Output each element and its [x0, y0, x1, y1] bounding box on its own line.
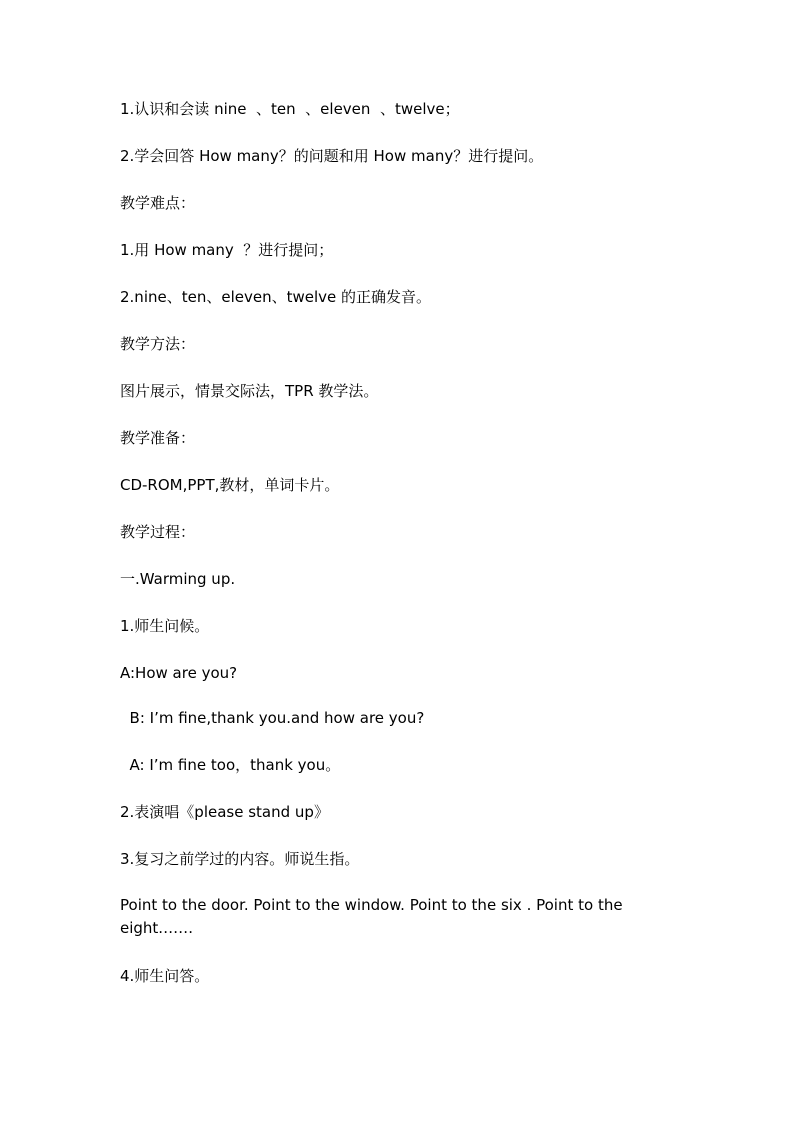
- dialogue-a-1: A:How are you?: [120, 664, 238, 682]
- heading-process: 教学过程：: [120, 523, 196, 541]
- step-review: 3.复习之前学过的内容。师说生指。: [120, 850, 360, 868]
- dialogue-b: B: I’m fine,thank you.and how are you?: [120, 709, 425, 727]
- heading-preparation: 教学准备：: [120, 429, 196, 447]
- objective-2: 2.学会回答 How many？的问题和用 How many？进行提问。: [120, 147, 544, 165]
- step-greeting: 1.师生问候。: [120, 617, 210, 635]
- heading-difficulties: 教学难点：: [120, 194, 196, 212]
- difficulty-1: 1.用 How many ？进行提问；: [120, 241, 334, 259]
- step-qa: 4.师生问答。: [120, 967, 210, 985]
- preparation-text: CD-ROM,PPT,教材，单词卡片。: [120, 476, 340, 494]
- objective-1: 1.认识和会读 nine 、ten 、eleven 、twelve；: [120, 100, 460, 118]
- heading-methods: 教学方法：: [120, 335, 196, 353]
- review-commands: Point to the door. Point to the window. Point to the six . Point to the eight.……: [120, 896, 623, 937]
- step-song: 2.表演唱《please stand up》: [120, 803, 329, 821]
- dialogue-a-2: A: I’m fine too，thank you。: [120, 756, 341, 774]
- methods-text: 图片展示，情景交际法，TPR 教学法。: [120, 382, 379, 400]
- difficulty-2: 2.nine、ten、eleven、twelve 的正确发音。: [120, 288, 431, 306]
- section-warming-up: 一.Warming up.: [120, 570, 236, 588]
